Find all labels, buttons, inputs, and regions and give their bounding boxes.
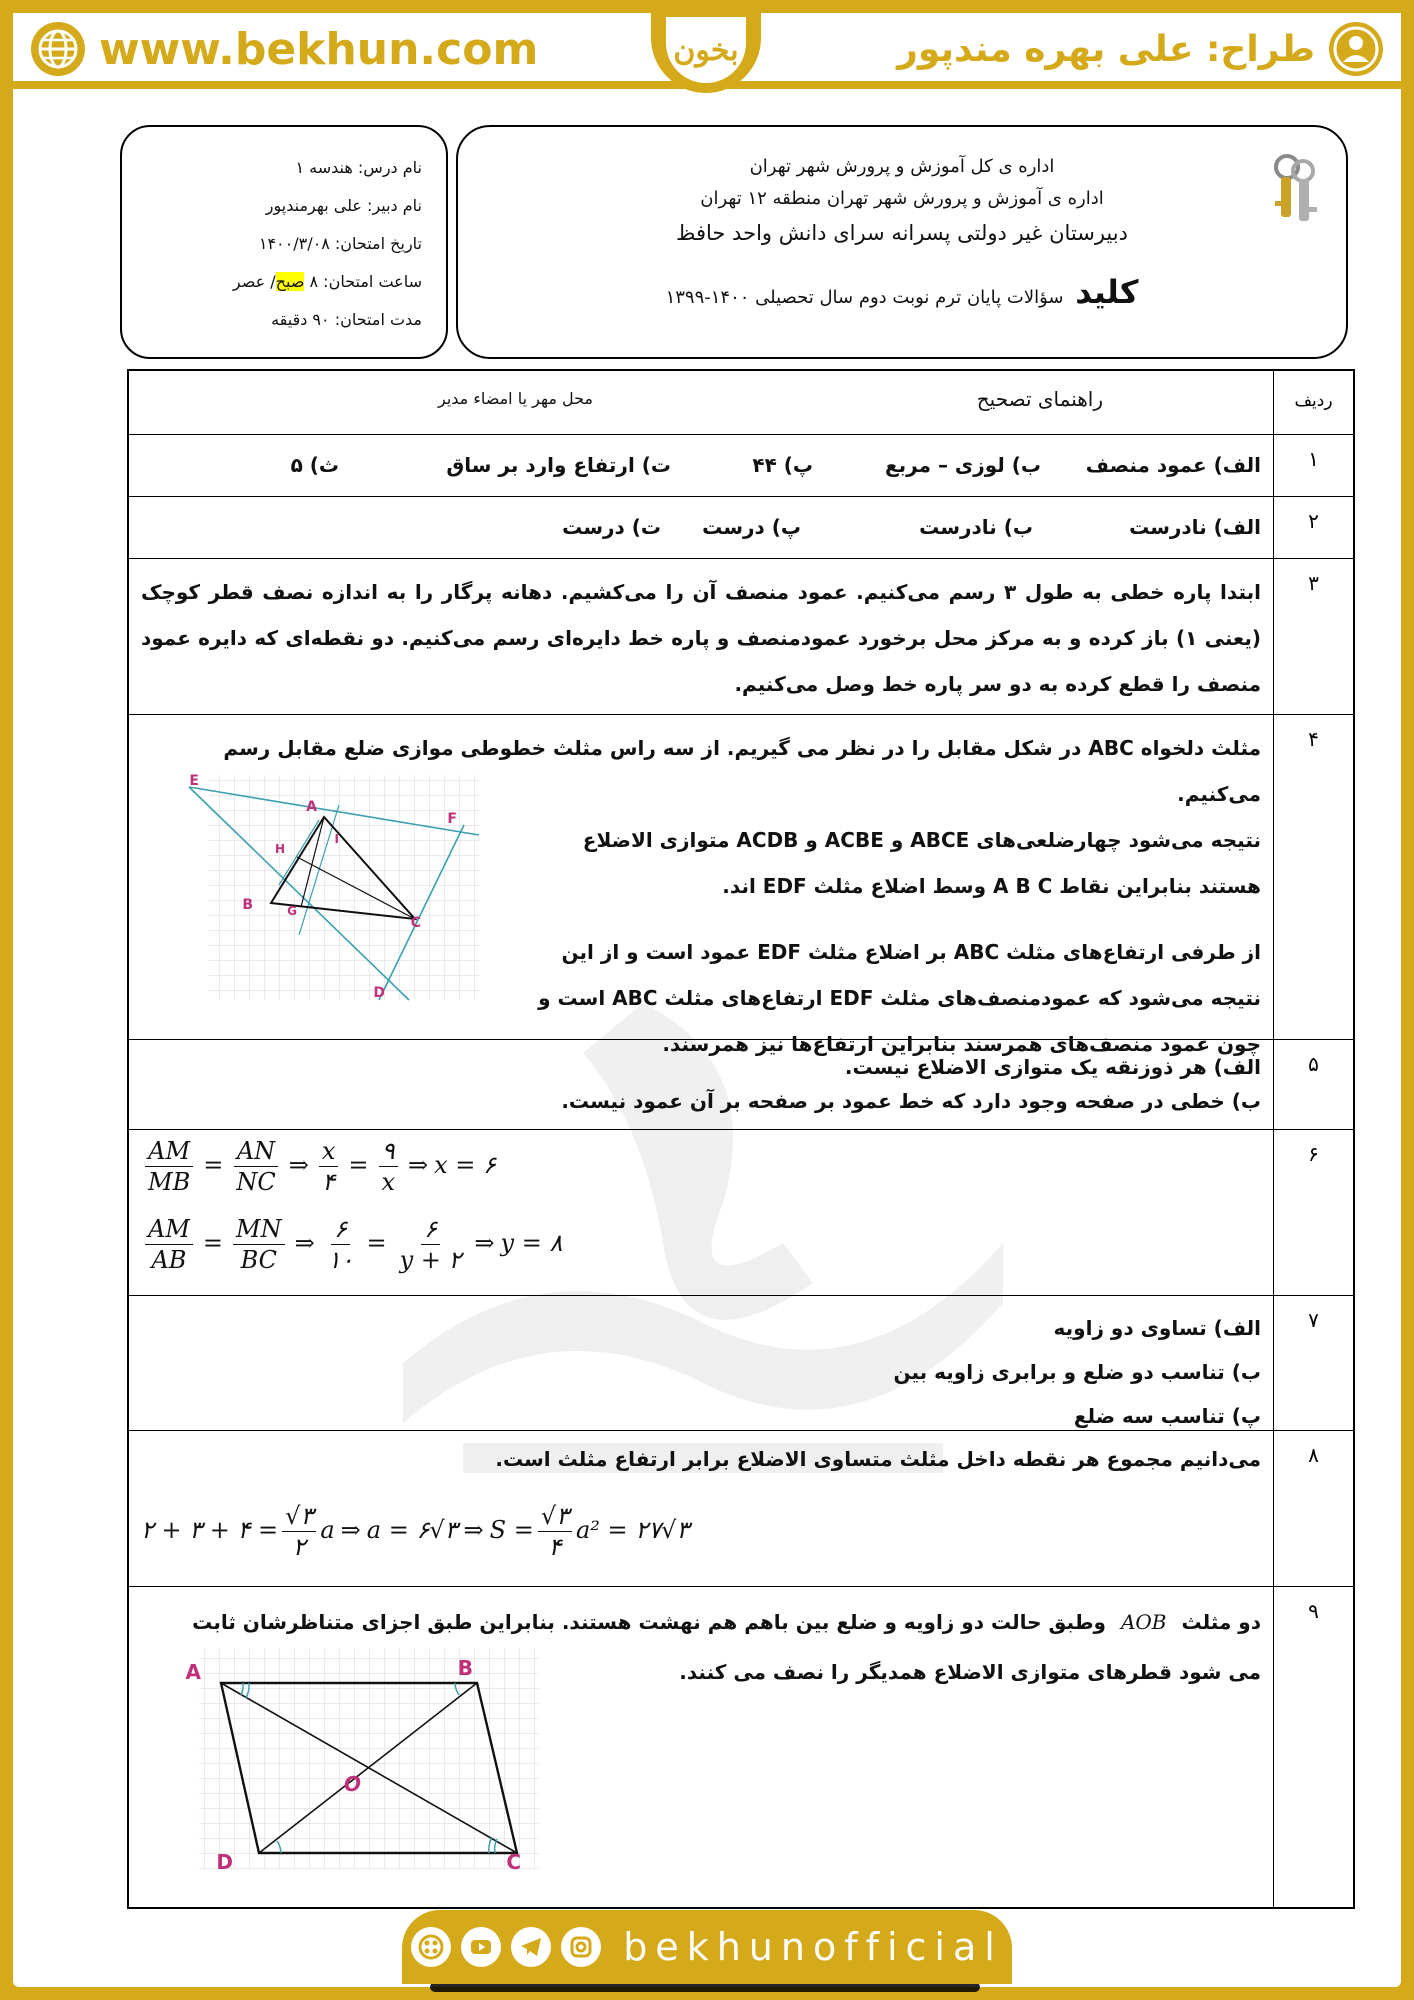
row-answer — [129, 1587, 1273, 1907]
label-h: H — [274, 842, 285, 856]
frac-den: BC — [240, 1246, 278, 1274]
school-name: دبیرستان غیر دولتی پسرانه سرای دانش واحد حافظ — [676, 221, 1128, 245]
exam-duration: مدت امتحان: ۹۰ دقیقه — [271, 310, 422, 329]
answer-line-5: نتیجه می‌شود که عمودمنصف‌های مثلث EDF ارتفاع‌های مثلث ABC است و — [538, 986, 1261, 1010]
frac-den: x — [381, 1168, 396, 1196]
frac-den: y + ۲ — [399, 1246, 462, 1274]
frac-den: AB — [151, 1246, 187, 1274]
col-guide-header: راهنمای تصحیح — [976, 387, 1103, 411]
exam-page — [13, 13, 1401, 1987]
row-answer — [129, 497, 1273, 558]
row-answer — [129, 559, 1273, 714]
proportion-equation-2: $\frac{AM}{AB}$ = $\frac{MN}{BC}$ ⇒ $\frac{۶}{۱۰}$ = $\frac{۶}{y + ۲}$ ⇒ y = ۸ — [141, 1214, 562, 1275]
answer-c: پ) تناسب سه ضلع — [1073, 1404, 1261, 1428]
frac-num: ۶ — [331, 1214, 350, 1245]
equation-result: x = ۶ — [434, 1151, 496, 1179]
answer-b: ب) نادرست — [919, 515, 1033, 539]
answer-line-2: می شود قطرهای متوازی الاضلاع همدیگر را نصف می کنند. — [679, 1660, 1261, 1684]
answer-b: ب) لوزی – مربع — [884, 453, 1041, 477]
label-b: B — [457, 1656, 473, 1680]
answer-c: پ) ۴۴ — [752, 453, 813, 477]
user-icon — [1327, 20, 1385, 78]
label-g: G — [287, 904, 297, 918]
exam-date: تاریخ امتحان: ۱۴۰۰/۳/۰۸ — [258, 234, 422, 253]
answer-b: ب) تناسب دو ضلع و برابری زاویه بین — [893, 1360, 1261, 1384]
exam-time — [122, 263, 422, 301]
answer-d: ت) ارتفاع وارد بر ساق — [446, 453, 671, 477]
course-name: نام درس: هندسه ۱ — [295, 158, 422, 177]
frac-den: ۴ — [548, 1533, 562, 1561]
table-row — [129, 497, 1353, 559]
row-number: ۴ — [1273, 715, 1353, 1039]
answer-b: ب) خطی در صفحه وجود دارد که خط عمود بر صفحه بر آن عمود نیست. — [561, 1089, 1261, 1113]
frac-den: NC — [236, 1168, 276, 1196]
equation-result: a² = ۲۷√۳ — [576, 1516, 690, 1544]
area-equation: ۲ + ۳ + ۴ = $\frac{√۳}{۲}$ a ⇒ a = ۶√۳ ⇒ S = $\frac{√۳}{۴}$ a² = ۲۷√۳ — [141, 1502, 690, 1561]
table-row — [129, 715, 1353, 1056]
frac-den: ۴ — [322, 1168, 336, 1196]
answer-a: الف) تساوی دو زاویه — [1053, 1316, 1261, 1340]
frac-num: x — [319, 1136, 339, 1167]
table-header-body — [129, 371, 1273, 434]
row-answer — [129, 1040, 1273, 1129]
row-number: ۱ — [1273, 435, 1353, 496]
table-row — [129, 435, 1353, 497]
table-row — [129, 559, 1353, 715]
equation-side-length: a = ۶√۳ — [366, 1516, 458, 1544]
exam-time-prefix: ساعت امتحان: ۸ — [309, 272, 422, 291]
equation-area-label: S = — [489, 1516, 534, 1544]
table-row — [129, 1130, 1353, 1296]
answer-paragraph: ابتدا پاره خطی به طول ۳ رسم می‌کنیم. عمود منصف آن را می‌کشیم. دهانه پرگار را به اندازه نصف قطر کوچک (یعنی ۱) باز کرده و به مرکز محل برخورد عمودمنصف و پاره خط دایره‌ای رسم می‌کنیم. دو نقطه‌ای که دایره عمود منصف را قطع کرده به دو سر پاره خط وصل می‌کنیم. — [141, 580, 1261, 696]
table-row — [129, 1040, 1353, 1130]
answer-line-2: نتیجه می‌شود چهارضلعی‌های ABCE و ACBE و ACDB متوازی الاضلاع — [582, 828, 1261, 852]
answer-line-4: از طرفی ارتفاع‌های مثلث ABC بر اضلاع مثلث EDF عمود است و از این — [561, 940, 1261, 964]
keys-icon — [1269, 153, 1321, 229]
frac-den: MB — [148, 1168, 191, 1196]
exam-title-line — [458, 273, 1346, 311]
brand-logo — [651, 7, 761, 93]
office-line-2: اداره ی آموزش و پرورش شهر تهران منطقه ۱۲ تهران — [700, 188, 1104, 209]
label-i: I — [334, 832, 339, 846]
designer-credit — [897, 19, 1385, 79]
row-answer — [129, 1130, 1273, 1295]
triangle-figure — [189, 765, 489, 1005]
answer-e: ث) ۵ — [290, 453, 339, 477]
designer-name: طراح: علی بهره مندپور — [897, 28, 1315, 70]
label-b: B — [242, 897, 253, 913]
frac-den: ۱۰ — [327, 1246, 354, 1274]
answer-line-1: مثلث دلخواه ABC در شکل مقابل را در نظر می گیریم. از سه راس مثلث خطوطی موازی ضلع مقابل رسم می‌کنیم. — [223, 736, 1261, 806]
social-handle: bekhunofficial — [623, 1925, 1003, 1969]
table-row — [129, 1587, 1353, 1907]
table-row — [129, 1296, 1353, 1431]
answer-c: پ) درست — [702, 515, 801, 539]
col-row-header: ردیف — [1273, 371, 1353, 434]
col-seal-header: محل مهر یا امضاء مدیر — [438, 389, 593, 408]
answer-key-label: کلید — [1075, 273, 1139, 311]
top-banner — [13, 13, 1401, 89]
frac-num: AM — [145, 1136, 193, 1167]
row-answer — [129, 1296, 1273, 1430]
answer-prefix: دو مثلث — [1181, 1610, 1261, 1634]
answer-paragraph: می‌دانیم مجموع هر نقطه داخل مثلث متساوی الاضلاع برابر ارتفاع مثلث است. — [495, 1447, 1261, 1471]
label-e: E — [189, 773, 199, 789]
label-a: A — [185, 1660, 201, 1684]
teacher-name: نام دبیر: علی بهرمندپور — [265, 196, 422, 215]
triangle-name: AOB — [1120, 1610, 1167, 1634]
label-d: D — [373, 985, 385, 1001]
label-c: C — [410, 915, 421, 931]
exam-time-morning: صبح — [275, 272, 305, 291]
row-number: ۹ — [1273, 1587, 1353, 1907]
frac-num: AM — [145, 1214, 193, 1245]
exam-info-box — [120, 125, 448, 359]
frac-num: √۳ — [282, 1501, 316, 1532]
youtube-icon[interactable] — [461, 1927, 501, 1967]
telegram-icon[interactable] — [511, 1927, 551, 1967]
office-line-1: اداره ی کل آموزش و پرورش شهر تهران — [749, 156, 1055, 177]
row-number: ۷ — [1273, 1296, 1353, 1430]
answer-a: الف) نادرست — [1129, 515, 1261, 539]
row-number: ۸ — [1273, 1431, 1353, 1586]
answer-table — [127, 369, 1355, 1909]
row-answer — [129, 715, 1273, 1056]
answer-line-6: چون عمود منصف‌های همرسند بنابراین ارتفاع‌ها نیز همرسند. — [662, 1032, 1261, 1056]
label-f: F — [447, 811, 457, 827]
globe-icon — [29, 20, 87, 78]
row-answer — [129, 1431, 1273, 1586]
equation-result: y = ۸ — [500, 1229, 563, 1257]
row-answer — [129, 435, 1273, 496]
aparat-icon[interactable] — [411, 1927, 451, 1967]
row-number: ۲ — [1273, 497, 1353, 558]
row-number: ۳ — [1273, 559, 1353, 714]
website-link[interactable] — [29, 19, 538, 79]
instagram-icon[interactable] — [561, 1927, 601, 1967]
label-a: A — [306, 799, 317, 815]
table-row — [129, 1431, 1353, 1587]
brand-logo-text: بخون — [666, 17, 746, 83]
label-d: D — [216, 1850, 233, 1874]
label-c: C — [506, 1850, 521, 1874]
frac-num: AN — [234, 1136, 278, 1167]
answer-d: ت) درست — [562, 515, 661, 539]
parallelogram-figure — [185, 1643, 549, 1875]
answer-line-1 — [141, 1597, 1261, 1647]
table-header — [129, 371, 1353, 435]
exam-title: سؤالات پایان ترم نوبت دوم سال تحصیلی ۱۴۰۰-۱۳۹۹ — [665, 287, 1064, 308]
exam-time-evening: / عصر — [232, 272, 276, 291]
website-url: www.bekhun.com — [99, 23, 539, 75]
frac-num: √۳ — [538, 1501, 572, 1532]
equation-lhs: ۲ + ۳ + ۴ = — [141, 1516, 279, 1544]
row-number: ۵ — [1273, 1040, 1353, 1129]
frac-den: ۲ — [292, 1533, 306, 1561]
frac-num: MN — [233, 1214, 285, 1245]
label-o: O — [343, 1772, 361, 1796]
answer-a: الف) عمود منصف — [1085, 453, 1261, 477]
social-footer — [402, 1910, 1012, 1984]
equation-var: a — [320, 1516, 335, 1544]
frac-num: ۹ — [379, 1136, 398, 1167]
proportion-equation-1: $\frac{AM}{MB}$ = $\frac{AN}{NC}$ ⇒ $\frac{x}{۴}$ = $\frac{۹}{x}$ ⇒ x = ۶ — [141, 1136, 496, 1197]
frac-num: ۶ — [421, 1214, 440, 1245]
row-number: ۶ — [1273, 1130, 1353, 1295]
answer-text: وطبق حالت دو زاویه و ضلع بین باهم هم نهشت هستند. بنابراین طبق اجزای متناظرشان ثابت — [192, 1610, 1106, 1634]
exam-header-box — [456, 125, 1348, 359]
answer-a: الف) هر ذوزنقه یک متوازی الاضلاع نیست. — [844, 1055, 1261, 1079]
answer-line-3: هستند بنابراین نقاط A B C وسط اضلاع مثلث EDF اند. — [722, 874, 1261, 898]
